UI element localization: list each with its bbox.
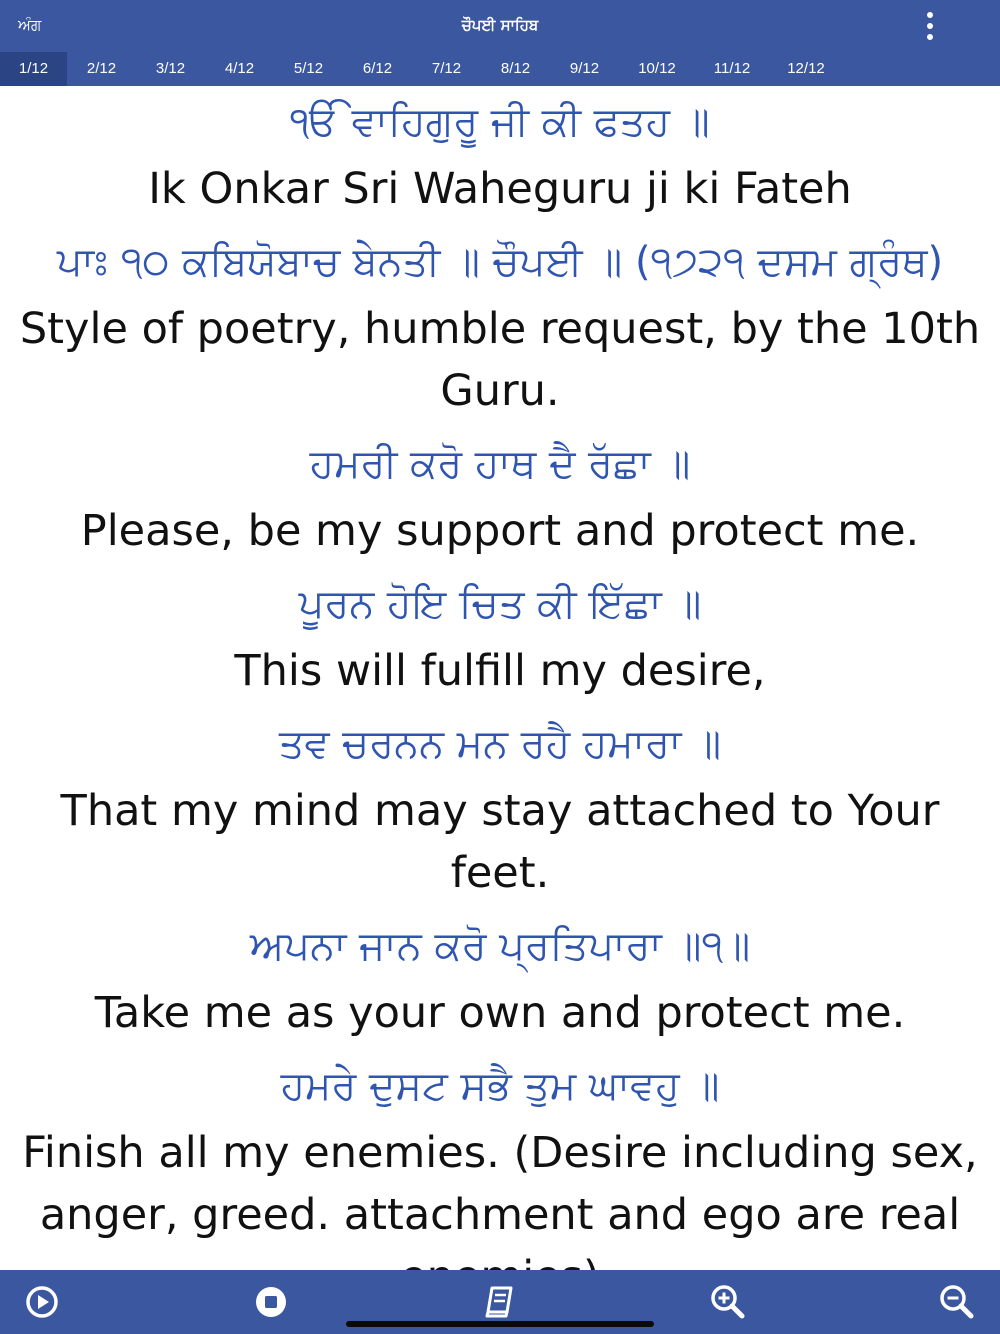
tab-6[interactable]: 6/12 [362,60,393,77]
zoom-in-button[interactable] [704,1278,752,1326]
home-indicator[interactable] [346,1321,654,1327]
book-icon [482,1284,518,1320]
tab-5[interactable]: 5/12 [293,60,324,77]
tab-1[interactable]: 1/12 [0,52,67,86]
tab-12[interactable]: 12/12 [787,60,825,77]
tab-4[interactable]: 4/12 [224,60,255,77]
gurmukhi-line: ਤਵ ਚਰਨਨ ਮਨ ਰਹੈ ਹਮਾਰਾ ॥ [278,721,722,767]
scripture-content[interactable] [0,86,1000,1270]
gurmukhi-line: ਹਮਰੀ ਕਰੋ ਹਾਥ ਦੈ ਰੱਛਾ ॥ [309,441,691,487]
more-vertical-icon[interactable] [918,12,942,40]
tab-7[interactable]: 7/12 [431,60,462,77]
tab-10[interactable]: 10/12 [638,60,676,77]
translation-line: Style of poetry, humble request, by the 10th Guru. [19,304,981,416]
page-tabs [0,52,1000,86]
play-button[interactable] [18,1278,66,1326]
tab-3[interactable]: 3/12 [155,60,186,77]
tab-8[interactable]: 8/12 [500,60,531,77]
gurmukhi-line: ਪਾਃ ੧੦ ਕਬਿਯੋਬਾਚ ਬੇਨਤੀ ॥ ਚੌਪਈ ॥ (੧੭੨੧ ਦਸਮ ਗ੍ਰੰਥ) [56,239,944,285]
zoom-out-button[interactable] [933,1278,981,1326]
zoom-out-icon [938,1283,976,1321]
stop-button[interactable] [247,1278,295,1326]
tab-9[interactable]: 9/12 [569,60,600,77]
translation-line: Ik Onkar Sri Waheguru ji ki Fateh [148,164,852,214]
ang-label[interactable]: ਅੰਗ [18,16,42,34]
play-circle-icon [25,1285,59,1319]
page-title: ਚੌਪਈ ਸਾਹਿਬ [461,16,539,34]
stop-circle-icon [254,1285,288,1319]
top-app-bar [0,0,1000,52]
gurmukhi-line: ਹਮਰੇ ਦੁਸਟ ਸਭੈ ਤੁਮ ਘਾਵਹੁ ॥ [280,1063,720,1109]
translation-line: Finish all my enemies. (Desire including sex, anger, greed. attachment and ego are real [22,1128,978,1240]
tab-2[interactable]: 2/12 [86,60,117,77]
translation-line: This will fulfill my desire, [234,646,766,696]
tab-11[interactable]: 11/12 [713,60,751,77]
gurmukhi-line: ਅਪਨਾ ਜਾਨ ਕਰੋ ਪ੍ਰਤਿਪਾਰਾ ॥੧॥ [249,923,751,969]
translation-line: Take me as your own and protect me. [94,988,906,1038]
translation-line: Please, be my support and protect me. [80,506,920,556]
book-button[interactable] [476,1278,524,1326]
translation-line: That my mind may stay attached to Your feet. [60,786,940,898]
zoom-in-icon [709,1283,747,1321]
gurmukhi-line: ੴ ਵਾਹਿਗੁਰੂ ਜੀ ਕੀ ਫਤਹ ॥ [290,99,710,145]
gurmukhi-line: ਪੂਰਨ ਹੋਇ ਚਿਤ ਕੀ ਇੱਛਾ ॥ [298,581,702,627]
